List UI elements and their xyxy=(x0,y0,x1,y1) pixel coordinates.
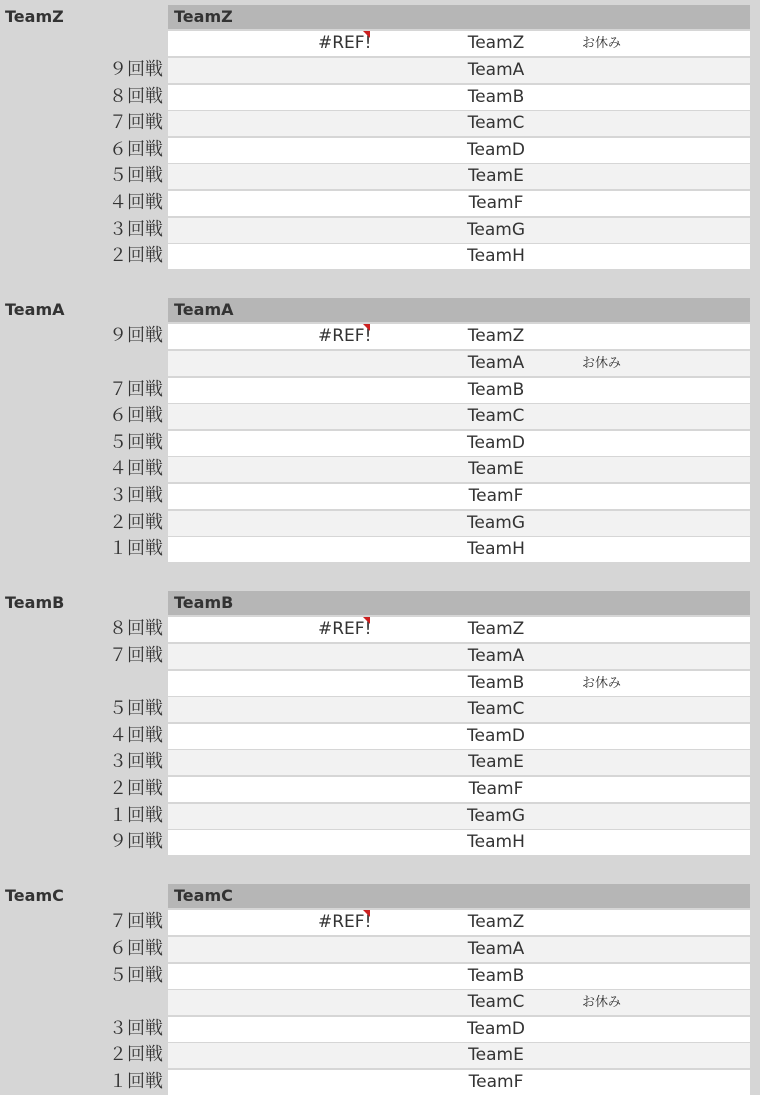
row-cells xyxy=(168,1017,750,1042)
team-label[interactable]: TeamZ xyxy=(5,7,64,26)
table-row xyxy=(0,1016,760,1043)
team-label[interactable]: TeamA xyxy=(5,300,65,319)
table-row xyxy=(0,483,760,510)
ref-cell[interactable] xyxy=(318,617,370,642)
table-row xyxy=(0,696,760,723)
section-header[interactable]: TeamZ xyxy=(168,5,750,29)
comment-marker-icon[interactable] xyxy=(363,617,370,624)
opponent-cell[interactable]: TeamD xyxy=(466,139,526,160)
opponent-cell[interactable]: TeamZ xyxy=(467,912,525,933)
opponent-cell[interactable]: TeamE xyxy=(468,459,524,480)
table-row xyxy=(0,616,760,643)
ref-error-text: #REF! xyxy=(318,912,372,933)
table-row xyxy=(0,1069,760,1095)
ref-cell[interactable] xyxy=(318,804,370,829)
table-row xyxy=(0,110,760,137)
note-cell[interactable]: お休み xyxy=(582,355,622,371)
ref-cell[interactable] xyxy=(318,937,370,962)
table-row xyxy=(0,963,760,990)
row-cells xyxy=(168,164,750,189)
round-cell[interactable]: ５回戦 xyxy=(109,431,163,453)
table-row xyxy=(0,190,760,217)
row-cells xyxy=(168,724,750,749)
opponent-cell[interactable]: TeamC xyxy=(467,992,525,1013)
row-cells xyxy=(168,1043,750,1068)
row-cells xyxy=(168,937,750,962)
round-cell[interactable]: ２回戦 xyxy=(109,245,163,267)
round-cell[interactable]: ８回戦 xyxy=(109,618,163,640)
note-cell[interactable]: お休み xyxy=(582,675,622,691)
ref-cell[interactable] xyxy=(318,138,370,163)
row-cells xyxy=(168,964,750,989)
ref-cell[interactable] xyxy=(318,750,370,775)
opponent-cell[interactable]: TeamD xyxy=(466,1018,526,1039)
ref-error-text: #REF! xyxy=(318,619,372,640)
ref-cell[interactable] xyxy=(318,830,370,855)
ref-cell[interactable] xyxy=(318,511,370,536)
section-header[interactable]: TeamC xyxy=(168,884,750,908)
row-cells xyxy=(168,351,750,376)
table-row xyxy=(0,1042,760,1069)
section-header[interactable]: TeamB xyxy=(168,591,750,615)
row-cells xyxy=(168,644,750,669)
round-cell[interactable]: ５回戦 xyxy=(109,165,163,187)
round-cell[interactable]: ２回戦 xyxy=(109,777,163,799)
opponent-cell[interactable]: TeamB xyxy=(467,86,525,107)
row-cells xyxy=(168,697,750,722)
comment-marker-icon[interactable] xyxy=(363,31,370,38)
ref-cell[interactable] xyxy=(318,644,370,669)
opponent-cell[interactable]: TeamB xyxy=(467,379,525,400)
table-row xyxy=(0,30,760,57)
round-cell[interactable]: ３回戦 xyxy=(109,1017,163,1039)
round-cell[interactable]: ４回戦 xyxy=(109,724,163,746)
opponent-cell[interactable]: TeamC xyxy=(467,113,525,134)
row-cells xyxy=(168,431,750,456)
ref-cell[interactable] xyxy=(318,910,370,935)
table-row xyxy=(0,350,760,377)
opponent-cell[interactable]: TeamE xyxy=(468,1045,524,1066)
round-cell[interactable]: ４回戦 xyxy=(109,458,163,480)
ref-cell[interactable] xyxy=(318,1017,370,1042)
ref-cell[interactable] xyxy=(318,31,370,56)
round-cell[interactable]: １回戦 xyxy=(109,804,163,826)
table-row xyxy=(0,643,760,670)
ref-cell[interactable] xyxy=(318,1070,370,1095)
ref-cell[interactable] xyxy=(318,671,370,696)
table-row xyxy=(0,137,760,164)
row-cells xyxy=(168,484,750,509)
round-cell[interactable]: ９回戦 xyxy=(109,325,163,347)
ref-cell[interactable] xyxy=(318,351,370,376)
round-cell[interactable]: ５回戦 xyxy=(109,698,163,720)
row-cells xyxy=(168,58,750,83)
round-cell[interactable]: ４回戦 xyxy=(109,191,163,213)
table-row xyxy=(0,430,760,457)
ref-cell[interactable] xyxy=(318,164,370,189)
opponent-cell[interactable]: TeamG xyxy=(466,805,526,826)
opponent-cell[interactable]: TeamC xyxy=(467,699,525,720)
round-cell[interactable]: ７回戦 xyxy=(109,378,163,400)
round-cell[interactable]: ７回戦 xyxy=(109,911,163,933)
round-cell[interactable]: １回戦 xyxy=(109,1070,163,1092)
opponent-cell[interactable]: TeamF xyxy=(468,485,524,506)
round-cell[interactable]: ２回戦 xyxy=(109,511,163,533)
opponent-cell[interactable]: TeamZ xyxy=(467,326,525,347)
round-cell[interactable]: ３回戦 xyxy=(109,751,163,773)
ref-cell[interactable] xyxy=(318,1043,370,1068)
round-cell[interactable]: ６回戦 xyxy=(109,937,163,959)
opponent-cell[interactable]: TeamH xyxy=(467,246,525,267)
table-row xyxy=(0,936,760,963)
opponent-cell[interactable]: TeamG xyxy=(466,219,526,240)
row-cells xyxy=(168,537,750,562)
round-cell[interactable]: １回戦 xyxy=(109,538,163,560)
row-cells xyxy=(168,990,750,1015)
row-cells xyxy=(168,324,750,349)
opponent-cell[interactable]: TeamA xyxy=(467,645,525,666)
ref-error-text: #REF! xyxy=(318,326,372,347)
opponent-cell[interactable]: TeamC xyxy=(467,406,525,427)
row-cells xyxy=(168,218,750,243)
ref-cell[interactable] xyxy=(318,777,370,802)
round-cell[interactable]: ２回戦 xyxy=(109,1044,163,1066)
ref-cell[interactable] xyxy=(318,484,370,509)
ref-cell[interactable] xyxy=(318,990,370,1015)
row-cells xyxy=(168,404,750,429)
ref-cell[interactable] xyxy=(318,218,370,243)
round-cell[interactable]: ７回戦 xyxy=(109,644,163,666)
row-cells xyxy=(168,830,750,855)
row-cells xyxy=(168,457,750,482)
opponent-cell[interactable]: TeamZ xyxy=(467,619,525,640)
ref-error-text: #REF! xyxy=(318,33,372,54)
row-cells xyxy=(168,511,750,536)
opponent-cell[interactable]: TeamE xyxy=(468,166,524,187)
row-cells xyxy=(168,31,750,56)
ref-cell[interactable] xyxy=(318,378,370,403)
table-row xyxy=(0,84,760,111)
row-cells xyxy=(168,750,750,775)
ref-cell[interactable] xyxy=(318,431,370,456)
opponent-cell[interactable]: TeamH xyxy=(467,539,525,560)
table-row xyxy=(0,377,760,404)
row-cells xyxy=(168,244,750,269)
note-cell[interactable]: お休み xyxy=(582,36,622,52)
table-row xyxy=(0,217,760,244)
table-row xyxy=(0,909,760,936)
comment-marker-icon[interactable] xyxy=(363,910,370,917)
table-row xyxy=(0,323,760,350)
table-row xyxy=(0,829,760,856)
opponent-cell[interactable]: TeamE xyxy=(468,752,524,773)
opponent-cell[interactable]: TeamB xyxy=(467,672,525,693)
row-cells xyxy=(168,617,750,642)
opponent-cell[interactable]: TeamG xyxy=(466,512,526,533)
round-cell[interactable]: ８回戦 xyxy=(109,85,163,107)
round-cell[interactable]: ５回戦 xyxy=(109,964,163,986)
row-cells xyxy=(168,910,750,935)
opponent-cell[interactable]: TeamD xyxy=(466,432,526,453)
table-row xyxy=(0,803,760,830)
opponent-cell[interactable]: TeamF xyxy=(468,778,524,799)
opponent-cell[interactable]: TeamA xyxy=(467,938,525,959)
table-row xyxy=(0,163,760,190)
row-cells xyxy=(168,1070,750,1095)
row-cells xyxy=(168,671,750,696)
table-row xyxy=(0,989,760,1016)
opponent-cell[interactable]: TeamH xyxy=(467,832,525,853)
opponent-cell[interactable]: TeamB xyxy=(467,965,525,986)
round-cell[interactable]: ７回戦 xyxy=(109,112,163,134)
round-cell[interactable]: ３回戦 xyxy=(109,218,163,240)
row-cells xyxy=(168,191,750,216)
section-header[interactable]: TeamA xyxy=(168,298,750,322)
ref-cell[interactable] xyxy=(318,58,370,83)
ref-cell[interactable] xyxy=(318,324,370,349)
ref-cell[interactable] xyxy=(318,111,370,136)
table-row xyxy=(0,510,760,537)
table-row xyxy=(0,456,760,483)
row-cells xyxy=(168,804,750,829)
ref-cell[interactable] xyxy=(318,964,370,989)
team-label[interactable]: TeamC xyxy=(5,886,64,905)
round-cell[interactable]: ３回戦 xyxy=(109,484,163,506)
table-row xyxy=(0,536,760,563)
opponent-cell[interactable]: TeamF xyxy=(468,192,524,213)
opponent-cell[interactable]: TeamA xyxy=(467,59,525,80)
comment-marker-icon[interactable] xyxy=(363,324,370,331)
note-cell[interactable]: お休み xyxy=(582,995,622,1011)
table-row xyxy=(0,403,760,430)
team-label[interactable]: TeamB xyxy=(5,593,65,612)
ref-cell[interactable] xyxy=(318,404,370,429)
ref-cell[interactable] xyxy=(318,244,370,269)
opponent-cell[interactable]: TeamD xyxy=(466,725,526,746)
ref-cell[interactable] xyxy=(318,85,370,110)
row-cells xyxy=(168,138,750,163)
row-cells xyxy=(168,378,750,403)
round-cell[interactable]: ９回戦 xyxy=(109,831,163,853)
ref-cell[interactable] xyxy=(318,457,370,482)
table-row xyxy=(0,670,760,697)
round-cell[interactable]: ６回戦 xyxy=(109,405,163,427)
ref-cell[interactable] xyxy=(318,537,370,562)
row-cells xyxy=(168,85,750,110)
opponent-cell[interactable]: TeamA xyxy=(467,352,525,373)
row-cells xyxy=(168,777,750,802)
table-row xyxy=(0,243,760,270)
opponent-cell[interactable]: TeamF xyxy=(468,1071,524,1092)
table-row xyxy=(0,723,760,750)
ref-cell[interactable] xyxy=(318,724,370,749)
round-cell[interactable]: ９回戦 xyxy=(109,58,163,80)
table-row xyxy=(0,57,760,84)
ref-cell[interactable] xyxy=(318,191,370,216)
opponent-cell[interactable]: TeamZ xyxy=(467,33,525,54)
round-cell[interactable]: ６回戦 xyxy=(109,138,163,160)
table-row xyxy=(0,749,760,776)
table-row xyxy=(0,776,760,803)
ref-cell[interactable] xyxy=(318,697,370,722)
row-cells xyxy=(168,111,750,136)
